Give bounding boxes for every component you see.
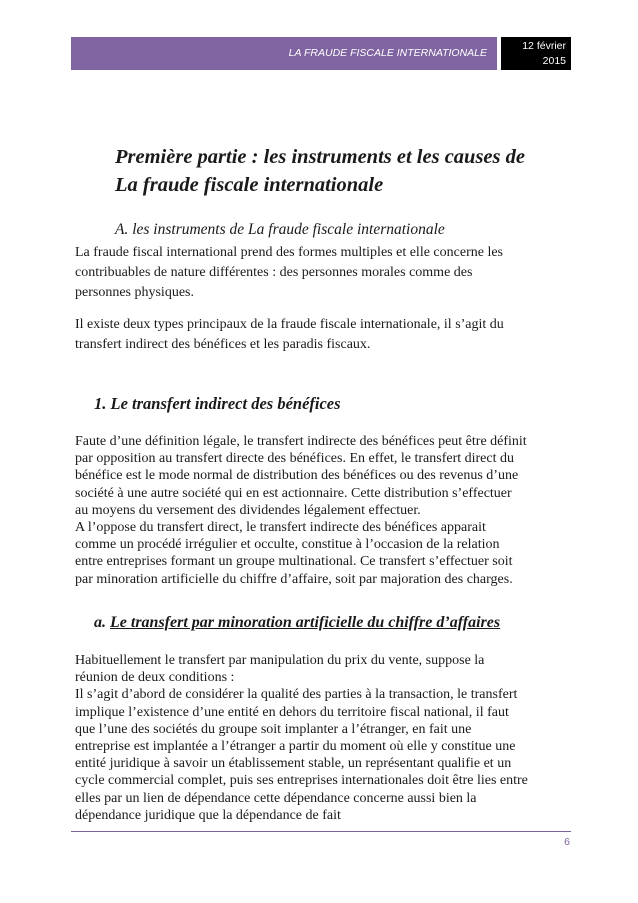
text-line: cycle commercial complet, puis ses entreprises internationales doit être lies entre: [75, 773, 528, 789]
text-line: réunion de deux conditions :: [75, 670, 235, 686]
text-line: entité juridique à savoir un établissement stable, un représentant qualifie et un: [75, 756, 512, 772]
header-date-year: 2015: [542, 55, 566, 67]
text-line: entre entreprises formant un groupe multinational. Ce transfert s’effectuer soit: [75, 554, 513, 570]
part-title: [115, 143, 575, 199]
text-line: elles par un lien de dépendance cette dépendance concerne aussi bien la: [75, 790, 477, 806]
text-line: A l’oppose du transfert direct, le transfert indirecte des bénéfices apparait: [75, 520, 486, 536]
intro-paragraph: [75, 243, 575, 303]
text-line: personnes physiques.: [75, 285, 194, 300]
text-line: par minoration artificielle du chiffre d’affaire, soit par majoration des charges.: [75, 571, 513, 587]
part-title-line: Première partie : les instruments et les causes de: [115, 146, 525, 168]
text-line: Il s’agit d’abord de considérer la qualité des parties à la transaction, le transfert: [75, 687, 518, 703]
footer-divider: [71, 831, 571, 832]
header-bar: [71, 37, 497, 70]
header-date: [501, 37, 571, 70]
page-number: 6: [564, 836, 570, 848]
text-line: Faute d’une définition légale, le transfert indirecte des bénéfices peut être définit: [75, 434, 527, 449]
header-date-day: 12 février: [522, 40, 566, 52]
text-line: transfert indirect des bénéfices et les paradis fiscaux.: [75, 337, 371, 352]
section-a-heading: A. les instruments de La fraude fiscale internationale: [115, 221, 445, 238]
text-line: dépendance juridique que la dépendance de fait: [75, 807, 341, 823]
paragraph-a: [75, 652, 575, 824]
heading-a-prefix: a.: [94, 614, 106, 631]
intro-paragraph-2: [75, 315, 575, 355]
text-line: Habituellement le transfert par manipulation du prix du vente, suppose la: [75, 653, 485, 668]
part-title-line: La fraude fiscale internationale: [115, 174, 384, 196]
heading-a: [94, 614, 500, 632]
text-line: bénéfice est le mode normal de distribution des bénéfices ou des revenus d’une: [75, 468, 519, 484]
text-line: Il existe deux types principaux de la fraude fiscale internationale, il s’agit du: [75, 317, 504, 332]
text-line: que l’une des sociétés du groupe soit implanter a l’étranger, en fait une: [75, 721, 472, 737]
text-line: entreprise est implantée a l’étranger a partir du moment où elle y constitue une: [75, 739, 516, 755]
text-line: au moyens du versement des dividendes légalement effectuer.: [75, 502, 421, 518]
text-line: par opposition au transfert directe des bénéfices. En effet, le transfert direct du: [75, 451, 515, 467]
heading-a-text: Le transfert par minoration artificielle du chiffre d’affaires: [110, 614, 501, 631]
text-line: comme un procédé irrégulier et occulte, constitue à l’occasion de la relation: [75, 537, 500, 553]
text-line: implique l’existence d’une entité en dehors du territoire fiscal national, il faut: [75, 704, 509, 720]
text-line: La fraude fiscal international prend des formes multiples et elle concerne les: [75, 245, 503, 260]
text-line: société à une autre société qui en est actionnaire. Cette distribution s’effectuer: [75, 485, 512, 501]
text-line: contribuables de nature différentes : des personnes morales comme des: [75, 265, 473, 280]
heading-1: 1. Le transfert indirect des bénéfices: [94, 394, 341, 413]
header-title: LA FRAUDE FISCALE INTERNATIONALE: [288, 47, 487, 59]
paragraph-1: [75, 433, 575, 588]
